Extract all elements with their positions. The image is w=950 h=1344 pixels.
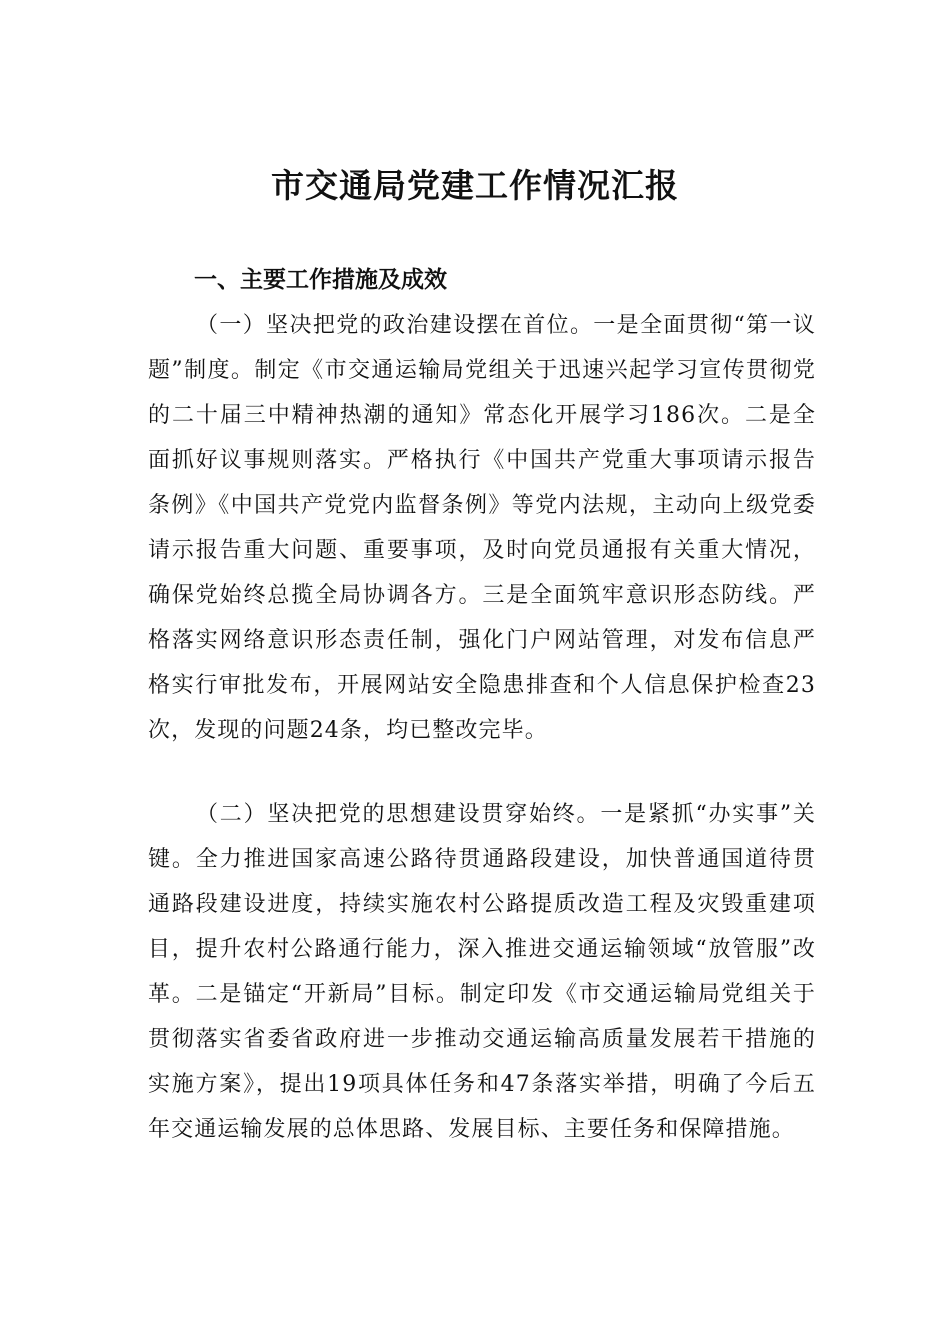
paragraph-political-building: （一）坚决把党的政治建设摆在首位。一是全面贯彻“第一议题”制度。制定《市交通运输局党组关于迅速兴起学习宣传贯彻党的二十届三中精神热潮的通知》常态化开展学习186次。二是全面抓好议事规则落实。严格执行《中国共产党重大事项请示报告条例》《中国共产党党内监督条例》等党内法规，主动向上级党委请示报告重大问题、重要事项，及时向党员通报有关重大情况，确保党始终总揽全局协调各方。三是全面筑牢意识形态防线。严格落实网络意识形态责任制，强化门户网站管理，对发布信息严格实行审批发布，开展网站安全隐患排查和个人信息保护检查23次，发现的问题24条，均已整改完毕。 xyxy=(148,313,816,743)
document-title: 市交通局党建工作情况汇报 xyxy=(271,166,679,205)
paragraph-ideological-building: （二）坚决把党的思想建设贯穿始终。一是紧抓“办实事”关键。全力推进国家高速公路待贯通路段建设，加快普通国道待贯通路段建设进度，持续实施农村公路提质改造工程及灾毁重建项目，提升农村公路通行能力，深入推进交通运输领域“放管服”改革。二是锚定“开新局”目标。制定印发《市交通运输局党组关于贯彻落实省委省政府进一步推动交通运输高质量发展若干措施的实施方案》，提出19项具体任务和47条落实举措，明确了今后五年交通运输发展的总体思路、发展目标、主要任务和保障措施。 xyxy=(148,802,816,1142)
section-heading: 一、主要工作措施及成效 xyxy=(194,267,447,293)
